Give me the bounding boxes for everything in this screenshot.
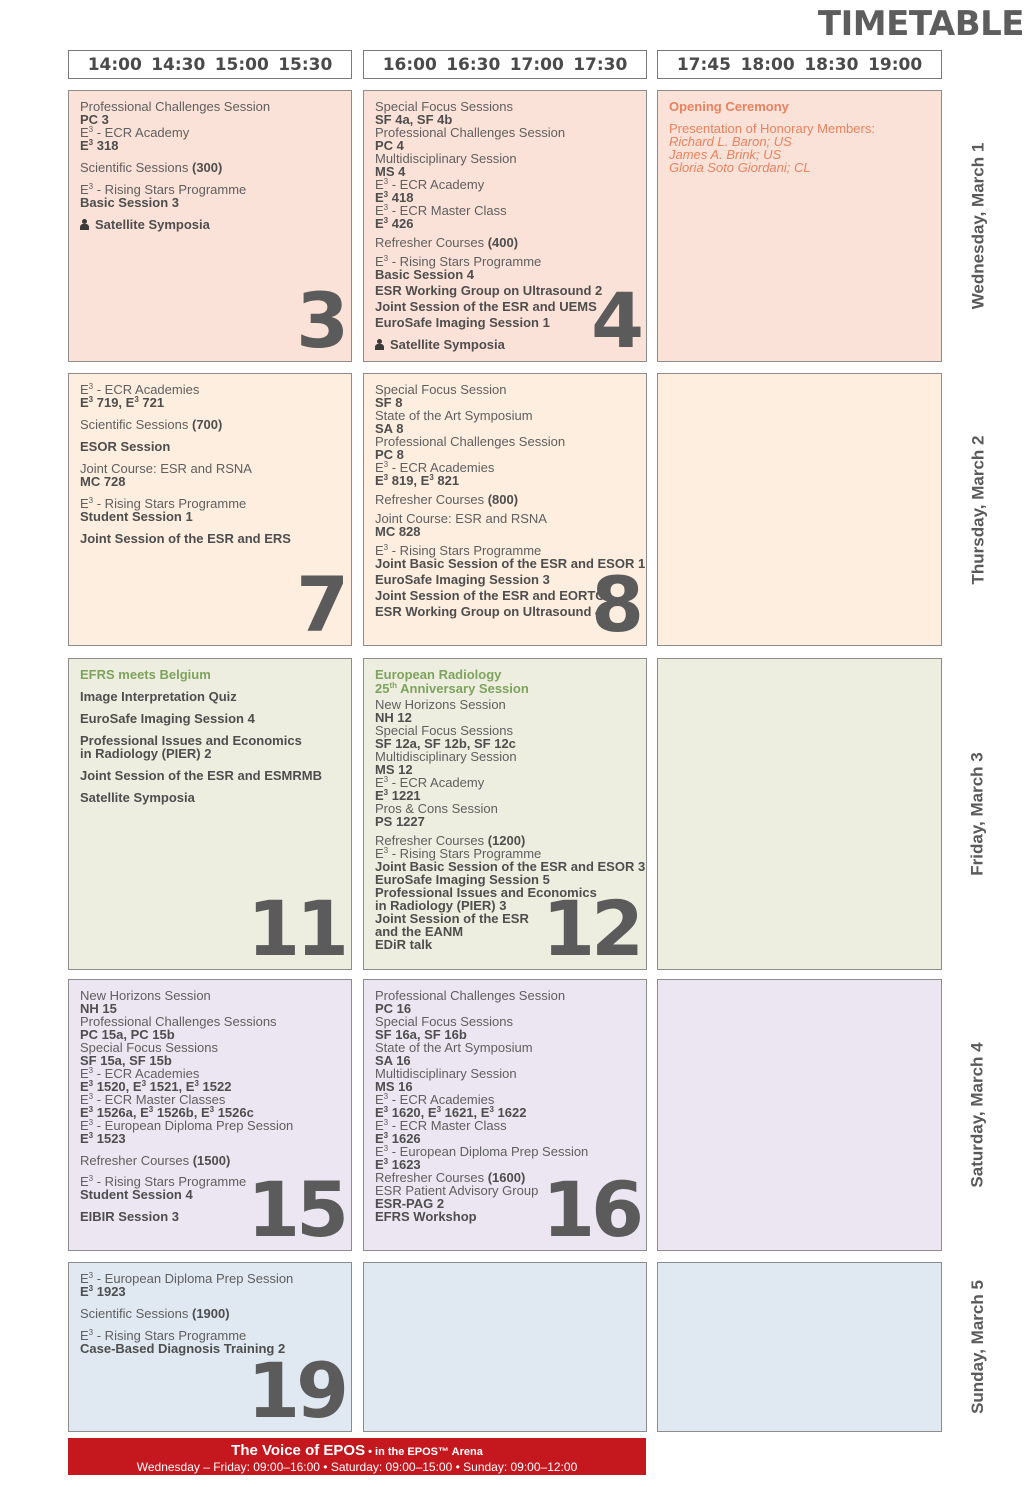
time-label: 18:00 [740, 54, 795, 75]
e3-label: $E^3$ [80, 1284, 94, 1299]
e3-label: $E^3$ [375, 203, 389, 218]
time-label: 14:30 [151, 54, 206, 75]
day-label-saturday [960, 979, 996, 1251]
session-group [80, 462, 340, 488]
text-line [80, 161, 340, 174]
banner-hours: Wednesday – Friday: 09:00–16:00 • Saturday: 09:00–15:00 • Sunday: 09:00–12:00 [136, 1460, 578, 1474]
e3-label: $E^3$ [80, 125, 94, 140]
text-line: - ECR Master Classes [93, 1092, 226, 1107]
cell-saturday-slot1 [68, 979, 352, 1251]
text-line [80, 1285, 340, 1298]
session-group [375, 100, 635, 230]
cell-wednesday-slot1 [68, 90, 352, 362]
text-line: Special Focus Session [375, 382, 507, 397]
e3-label: $E^3$ [427, 1105, 442, 1120]
cell-thursday-slot2 [363, 373, 647, 646]
e3-label: $E^3$ [375, 460, 389, 475]
text-line: - Rising Stars Programme [93, 1174, 247, 1189]
text-line: th [389, 681, 398, 690]
e3-label: $E^3$ [375, 1118, 389, 1133]
text-line: - ECR Master Class [388, 1118, 507, 1133]
text-line: - European Diploma Prep Session [388, 1144, 589, 1159]
session-group [80, 668, 340, 681]
text-line: PS 1227 [375, 814, 425, 829]
e3-label: $E^3$ [200, 1105, 215, 1120]
text-line: (1500) [192, 1153, 231, 1168]
session-group [80, 690, 340, 703]
text-line [80, 139, 340, 152]
text-line: Joint Course: ESR and RSNA [375, 511, 547, 526]
session-number: 16 [542, 1165, 640, 1251]
text-line: 25 [375, 681, 390, 696]
text-line: Image Interpretation Quiz [80, 689, 237, 704]
time-label: 14:00 [87, 54, 142, 75]
text-line: ESR-PAG 2 [375, 1196, 445, 1211]
e3-label: $E^3$ [480, 1105, 494, 1120]
text-line: Joint Session of the ESR and ERS [80, 531, 291, 546]
text-line: Joint Basic Session of the ESR and ESOR 1 [375, 556, 646, 571]
text-line: Satellite Symposia [390, 337, 505, 352]
text-line: 1522 [198, 1079, 232, 1094]
text-line: (1900) [192, 1306, 230, 1321]
e3-label: $E^3$ [80, 382, 94, 397]
text-line: Scientific Sessions [80, 160, 192, 175]
text-line [80, 396, 340, 409]
text-line: Scientific Sessions [80, 1306, 192, 1321]
e3-label: $E^3$ [80, 496, 94, 511]
e3-label: $E^3$ [80, 1079, 94, 1094]
e3-label: $E^3$ [375, 775, 389, 790]
text-line: Satellite Symposia [80, 790, 195, 805]
text-line: 1221 [388, 788, 421, 803]
session-group [375, 236, 635, 249]
text-line: Joint Basic Session of the ESR and ESOR 3 [375, 859, 646, 874]
text-line: EDiR talk [375, 937, 433, 952]
text-line: Presentation of Honorary Members: [669, 121, 875, 136]
e3-label: $E^3$ [80, 1105, 94, 1120]
text-line: - Rising Stars Programme [388, 846, 542, 861]
text-line: - European Diploma Prep Session [93, 1271, 294, 1286]
e3-label: $E^3$ [375, 1092, 389, 1107]
text-line: 821 [433, 473, 460, 488]
text-line [80, 1307, 340, 1320]
text-line: PC 3 [80, 112, 109, 127]
text-line [80, 218, 340, 231]
session-number: 3 [296, 276, 345, 362]
cell-thursday-slot3 [657, 373, 942, 646]
text-line: - Rising Stars Programme [388, 254, 542, 269]
e3-label: $E^3$ [375, 254, 389, 269]
text-line: Refresher Courses [375, 492, 488, 507]
text-line: MC 828 [375, 524, 421, 539]
text-line: Friday, March 3 [968, 752, 988, 876]
text-line: in Radiology (PIER) 3 [375, 898, 507, 913]
text-line: - Rising Stars Programme [93, 182, 247, 197]
e3-label: $E^3$ [132, 1079, 147, 1094]
text-line: 1626 [388, 1131, 421, 1146]
e3-label: $E^3$ [80, 395, 94, 410]
text-line: Professional Challenges Session [80, 99, 271, 114]
text-line: James A. Brink; US [669, 147, 782, 162]
text-line: Refresher Courses [375, 1170, 488, 1185]
text-line: - ECR Academies [388, 1092, 495, 1107]
session-group [80, 532, 340, 545]
session-group [80, 1307, 340, 1320]
e3-label: $E^3$ [375, 1144, 389, 1159]
text-line: PC 16 [375, 1001, 412, 1016]
text-line: - ECR Master Class [388, 203, 507, 218]
session-number: 8 [591, 560, 640, 646]
e3-label: $E^3$ [375, 543, 389, 558]
time-label: 16:30 [446, 54, 501, 75]
text-line: 1521, [146, 1079, 186, 1094]
session-group [375, 383, 635, 487]
text-line: Student Session 1 [80, 509, 193, 524]
e3-label: $E^3$ [375, 473, 389, 488]
e3-label: $E^3$ [140, 1105, 154, 1120]
session-group [80, 769, 340, 782]
text-line: Special Focus Sessions [80, 1040, 219, 1055]
text-line: and the EANM [375, 924, 464, 939]
session-number: 19 [247, 1346, 345, 1432]
text-line [375, 474, 635, 487]
text-line: Sunday, March 5 [968, 1280, 987, 1414]
e3-label: $E^3$ [185, 1079, 199, 1094]
text-line [375, 204, 635, 217]
day-label-sunday [960, 1262, 996, 1432]
text-line: Special Focus Sessions [375, 723, 514, 738]
cell-sunday-slot2 [363, 1262, 647, 1432]
text-line: SF 16a, SF 16b [375, 1027, 467, 1042]
session-group [669, 100, 930, 113]
e3-label: $E^3$ [375, 846, 389, 861]
text-line: (1600) [487, 1170, 526, 1185]
text-line: 1923 [93, 1284, 126, 1299]
session-number: 12 [542, 884, 640, 970]
text-line: Joint Session of the ESR and UEMS [375, 299, 597, 314]
session-number: 15 [247, 1165, 345, 1251]
session-group [669, 122, 930, 174]
text-line: SF 8 [375, 395, 403, 410]
time-label: 16:00 [382, 54, 437, 75]
text-line: 721 [138, 395, 165, 410]
text-line: Anniversary Session [397, 681, 529, 696]
text-line: Refresher Courses [375, 235, 488, 250]
text-line [375, 178, 635, 191]
text-line: European Radiology [375, 667, 502, 682]
session-group [80, 1272, 340, 1298]
session-group [80, 161, 340, 174]
text-line: PC 8 [375, 447, 404, 462]
session-group [80, 712, 340, 725]
text-line: MS 12 [375, 762, 413, 777]
text-line: Saturday, March 4 [968, 1042, 987, 1188]
text-line: PC 15a, PC 15b [80, 1027, 175, 1042]
text-line: MS 16 [375, 1079, 413, 1094]
text-line: Special Focus Sessions [375, 1014, 514, 1029]
text-line: Refresher Courses [375, 833, 488, 848]
page-title: TIMETABLE [817, 4, 1024, 44]
e3-label: $E^3$ [375, 190, 389, 205]
text-line: (700) [192, 417, 223, 432]
text-line: SA 16 [375, 1053, 411, 1068]
text-line: - ECR Academy [93, 125, 190, 140]
text-line: Thursday, March 2 [968, 435, 988, 584]
text-line: 1622 [493, 1105, 527, 1120]
banner-subtitle: • in the EPOS™ Arena [365, 1446, 483, 1458]
session-group [80, 734, 340, 760]
text-line: Opening Ceremony [669, 99, 789, 114]
e3-label: $E^3$ [80, 1066, 94, 1081]
e3-label: $E^3$ [375, 177, 389, 192]
text-line: NH 12 [375, 710, 412, 725]
time-label: 15:30 [278, 54, 333, 75]
cell-wednesday-slot2 [363, 90, 647, 362]
text-line: MC 728 [80, 474, 126, 489]
text-line: 318 [93, 138, 119, 153]
cell-friday-slot2 [363, 658, 647, 970]
time-label: 15:00 [214, 54, 269, 75]
text-line: - European Diploma Prep Session [93, 1118, 294, 1133]
cell-saturday-slot3 [657, 979, 942, 1251]
time-label: 19:00 [868, 54, 923, 75]
text-line: Professional Issues and Economics [80, 733, 302, 748]
cell-saturday-slot2 [363, 979, 647, 1251]
epos-banner [68, 1438, 646, 1475]
text-line: MS 4 [375, 164, 406, 179]
text-line: EuroSafe Imaging Session 5 [375, 872, 550, 887]
session-group [80, 100, 340, 152]
text-line: 426 [388, 216, 414, 231]
e3-label: $E^3$ [80, 1092, 94, 1107]
text-line: (800) [487, 492, 519, 507]
session-group [80, 218, 340, 231]
text-line: Wednesday, March 1 [968, 142, 988, 310]
cell-thursday-slot1 [68, 373, 352, 646]
time-label: 17:00 [509, 54, 564, 75]
text-line: NH 15 [80, 1001, 117, 1016]
session-group [375, 493, 635, 506]
e3-label: $E^3$ [80, 1328, 94, 1343]
day-label-thursday [960, 373, 996, 646]
text-line: Joint Course: ESR and RSNA [80, 461, 252, 476]
text-line: (1200) [487, 833, 526, 848]
e3-label: $E^3$ [80, 138, 94, 153]
text-line: Special Focus Sessions [375, 99, 514, 114]
text-line: Joint Session of the ESR [375, 911, 529, 926]
text-line: 1526c [214, 1105, 254, 1120]
text-line: ESR Working Group on Ultrasound 2 [375, 283, 603, 298]
text-line: Case-Based Diagnosis Training 2 [80, 1341, 286, 1356]
text-line: Refresher Courses [80, 1153, 193, 1168]
text-line: Joint Session of the ESR and ESMRMB [80, 768, 322, 783]
text-line [375, 493, 635, 506]
cell-friday-slot1 [68, 658, 352, 970]
text-line: EFRS meets Belgium [80, 667, 211, 682]
e3-label: $E^3$ [80, 1174, 94, 1189]
text-line: (400) [487, 235, 519, 250]
text-line: Scientific Sessions [80, 417, 192, 432]
session-group [80, 791, 340, 804]
text-line: Multidisciplinary Session [375, 749, 517, 764]
text-line: SF 4a, SF 4b [375, 112, 453, 127]
text-line: 719, [93, 395, 126, 410]
text-line: Richard L. Baron; US [669, 134, 792, 149]
text-line [375, 236, 635, 249]
text-line: ESOR Session [80, 439, 171, 454]
e3-label: $E^3$ [80, 1118, 94, 1133]
session-group [80, 418, 340, 431]
text-line: (300) [192, 160, 223, 175]
e3-label: $E^3$ [80, 1271, 94, 1286]
e3-label: $E^3$ [125, 395, 139, 410]
e3-label: $E^3$ [375, 788, 389, 803]
text-line: Satellite Symposia [95, 217, 210, 232]
time-header-col3 [657, 50, 942, 79]
text-line: in Radiology (PIER) 2 [80, 746, 212, 761]
text-line: New Horizons Session [80, 988, 211, 1003]
text-line: - ECR Academies [388, 460, 495, 475]
e3-label: $E^3$ [420, 473, 434, 488]
text-line: 1526a, [93, 1105, 141, 1120]
text-line: PC 4 [375, 138, 404, 153]
text-line [80, 126, 340, 139]
text-line: Gloria Soto Giordani; CL [669, 160, 811, 175]
text-line: Professional Challenges Session [375, 125, 566, 140]
person-icon [375, 339, 384, 350]
text-line [375, 217, 635, 230]
session-group [80, 497, 340, 523]
text-line: SF 15a, SF 15b [80, 1053, 172, 1068]
text-line: Professional Issues and Economics [375, 885, 597, 900]
text-line: Professional Challenges Session [375, 988, 566, 1003]
text-line: Multidisciplinary Session [375, 1066, 517, 1081]
e3-label: $E^3$ [375, 1157, 389, 1172]
time-label: 18:30 [804, 54, 859, 75]
e3-label: $E^3$ [80, 1131, 94, 1146]
text-line: EuroSafe Imaging Session 3 [375, 572, 550, 587]
text-line: - Rising Stars Programme [388, 543, 542, 558]
text-line: 1526b, [153, 1105, 201, 1120]
text-line: EuroSafe Imaging Session 4 [80, 711, 255, 726]
time-label: 17:45 [676, 54, 731, 75]
e3-label: $E^3$ [375, 1105, 389, 1120]
text-line [375, 682, 635, 695]
text-line: 418 [388, 190, 414, 205]
banner-title: The Voice of EPOS [231, 1442, 366, 1459]
session-group [80, 383, 340, 409]
time-header-col1 [68, 50, 352, 79]
day-label-wednesday [960, 90, 996, 362]
text-line: Basic Session 4 [375, 267, 474, 282]
text-line: Joint Session of the ESR and EORTC [375, 588, 605, 603]
e3-label: $E^3$ [80, 182, 94, 197]
text-line: State of the Art Symposium [375, 408, 533, 423]
text-line: ESR Patient Advisory Group [375, 1183, 539, 1198]
text-line: Professional Challenges Session [375, 434, 566, 449]
text-line: ESR Working Group on Ultrasound 4 [375, 604, 603, 619]
text-line: - Rising Stars Programme [93, 496, 247, 511]
text-line: - ECR Academies [93, 1066, 200, 1081]
text-line: - ECR Academy [388, 775, 485, 790]
text-line: Multidisciplinary Session [375, 151, 517, 166]
text-line: Professional Challenges Sessions [80, 1014, 277, 1029]
session-number: 11 [247, 884, 345, 970]
cell-wednesday-slot3 [657, 90, 942, 362]
text-line: Pros & Cons Session [375, 801, 498, 816]
text-line: 819, [388, 473, 421, 488]
cell-sunday-slot3 [657, 1262, 942, 1432]
text-line: 1621, [441, 1105, 481, 1120]
cell-sunday-slot1 [68, 1262, 352, 1432]
text-line: - Rising Stars Programme [93, 1328, 247, 1343]
text-line: EFRS Workshop [375, 1209, 477, 1224]
session-group [80, 440, 340, 453]
e3-label: $E^3$ [375, 1131, 389, 1146]
text-line: 1523 [93, 1131, 126, 1146]
time-header-col2 [363, 50, 647, 79]
text-line: New Horizons Session [375, 697, 506, 712]
session-number: 7 [296, 560, 345, 646]
person-icon [80, 219, 89, 230]
text-line: State of the Art Symposium [375, 1040, 533, 1055]
text-line: - ECR Academies [93, 382, 200, 397]
text-line [80, 418, 340, 431]
session-group [375, 512, 635, 538]
text-line: Student Session 4 [80, 1187, 193, 1202]
text-line: SA 8 [375, 421, 404, 436]
text-line: 1520, [93, 1079, 133, 1094]
cell-friday-slot3 [657, 658, 942, 970]
text-line: EIBIR Session 3 [80, 1209, 179, 1224]
text-line: - ECR Academy [388, 177, 485, 192]
session-group [80, 183, 340, 209]
text-line: SF 12a, SF 12b, SF 12c [375, 736, 516, 751]
text-line: Basic Session 3 [80, 195, 179, 210]
text-line: 1620, [388, 1105, 428, 1120]
time-label: 17:30 [573, 54, 628, 75]
day-label-friday [960, 658, 996, 970]
e3-label: $E^3$ [375, 216, 389, 231]
text-line [80, 1132, 340, 1145]
text-line: EuroSafe Imaging Session 1 [375, 315, 550, 330]
text-line: 1623 [388, 1157, 421, 1172]
session-number: 4 [591, 276, 640, 362]
